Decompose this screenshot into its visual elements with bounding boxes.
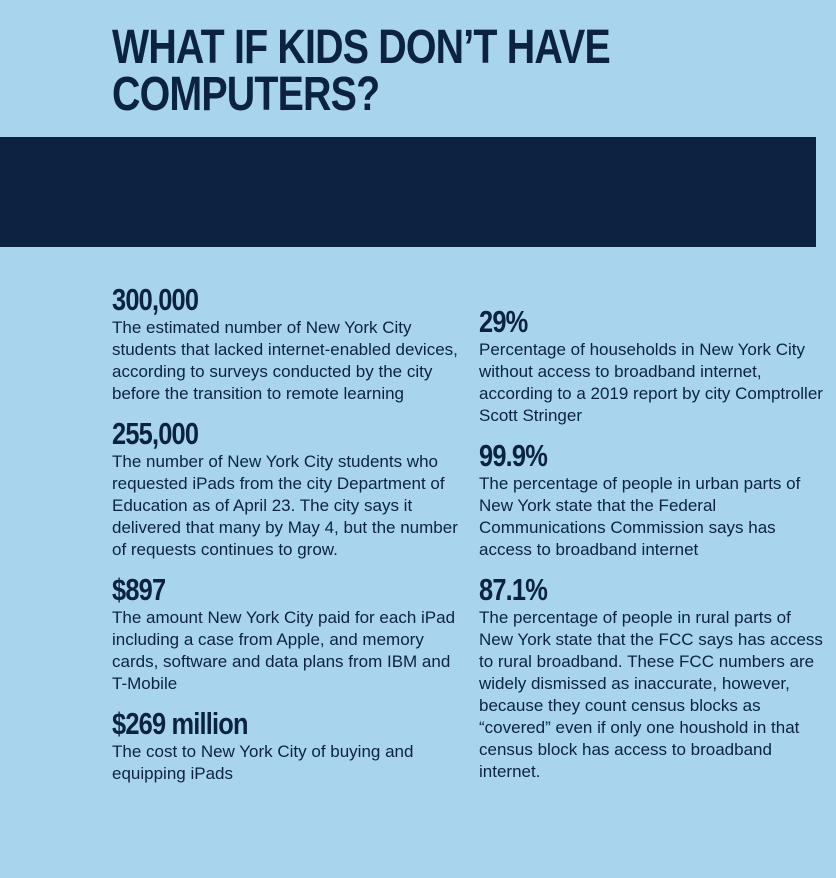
stat-number: 99.9% [479, 438, 547, 473]
stat-description: The percentage of people in rural parts of New York state that the FCC says has access to rural broadband. These FCC numbers are widely dismissed as inaccurate, however, because they count census blocks as “covered” even if only one houshold in that census block has access to broadband internet. [479, 608, 823, 781]
right-stats-column [479, 305, 829, 795]
stat-description: The number of New York City students who requested iPads from the city Department of Education as of April 23. The city says it delivered that many by May 4, but the number of requests continues to grow. [112, 452, 458, 559]
stat-description: The cost to New York City of buying and equipping iPads [112, 742, 414, 783]
stat-number: 87.1% [479, 572, 547, 607]
left-stats-column [112, 283, 462, 797]
page-title [112, 21, 620, 121]
stat-number: 255,000 [112, 416, 199, 451]
stat-block [112, 707, 462, 785]
header-banner [0, 137, 816, 247]
stat-description: The percentage of people in urban parts of New York state that the Federal Communications Commission says has access to broadband internet [479, 474, 801, 559]
stat-description: The estimated number of New York City students that lacked internet-enabled devices, according to surveys conducted by the city before the transition to remote learning [112, 318, 458, 403]
stat-block [112, 417, 462, 561]
stat-block [112, 283, 462, 405]
stat-number: 300,000 [112, 282, 199, 317]
stat-number: $897 [112, 572, 166, 607]
stat-number: 29% [479, 304, 528, 339]
page-title-line-1: WHAT IF KIDS DON’T HAVE [112, 21, 610, 74]
stat-block [112, 573, 462, 695]
stat-block [479, 573, 829, 783]
stat-number: $269 million [112, 706, 248, 741]
stat-block [479, 439, 829, 561]
stat-description: The amount New York City paid for each iPad including a case from Apple, and memory cards, software and data plans from IBM and T-Mobile [112, 608, 456, 693]
page-title-line-2: COMPUTERS? [112, 68, 380, 121]
stat-block [479, 305, 829, 427]
stat-description: Percentage of households in New York City without access to broadband internet, according to a 2019 report by city Comptroller Scott Stringer [479, 340, 823, 425]
